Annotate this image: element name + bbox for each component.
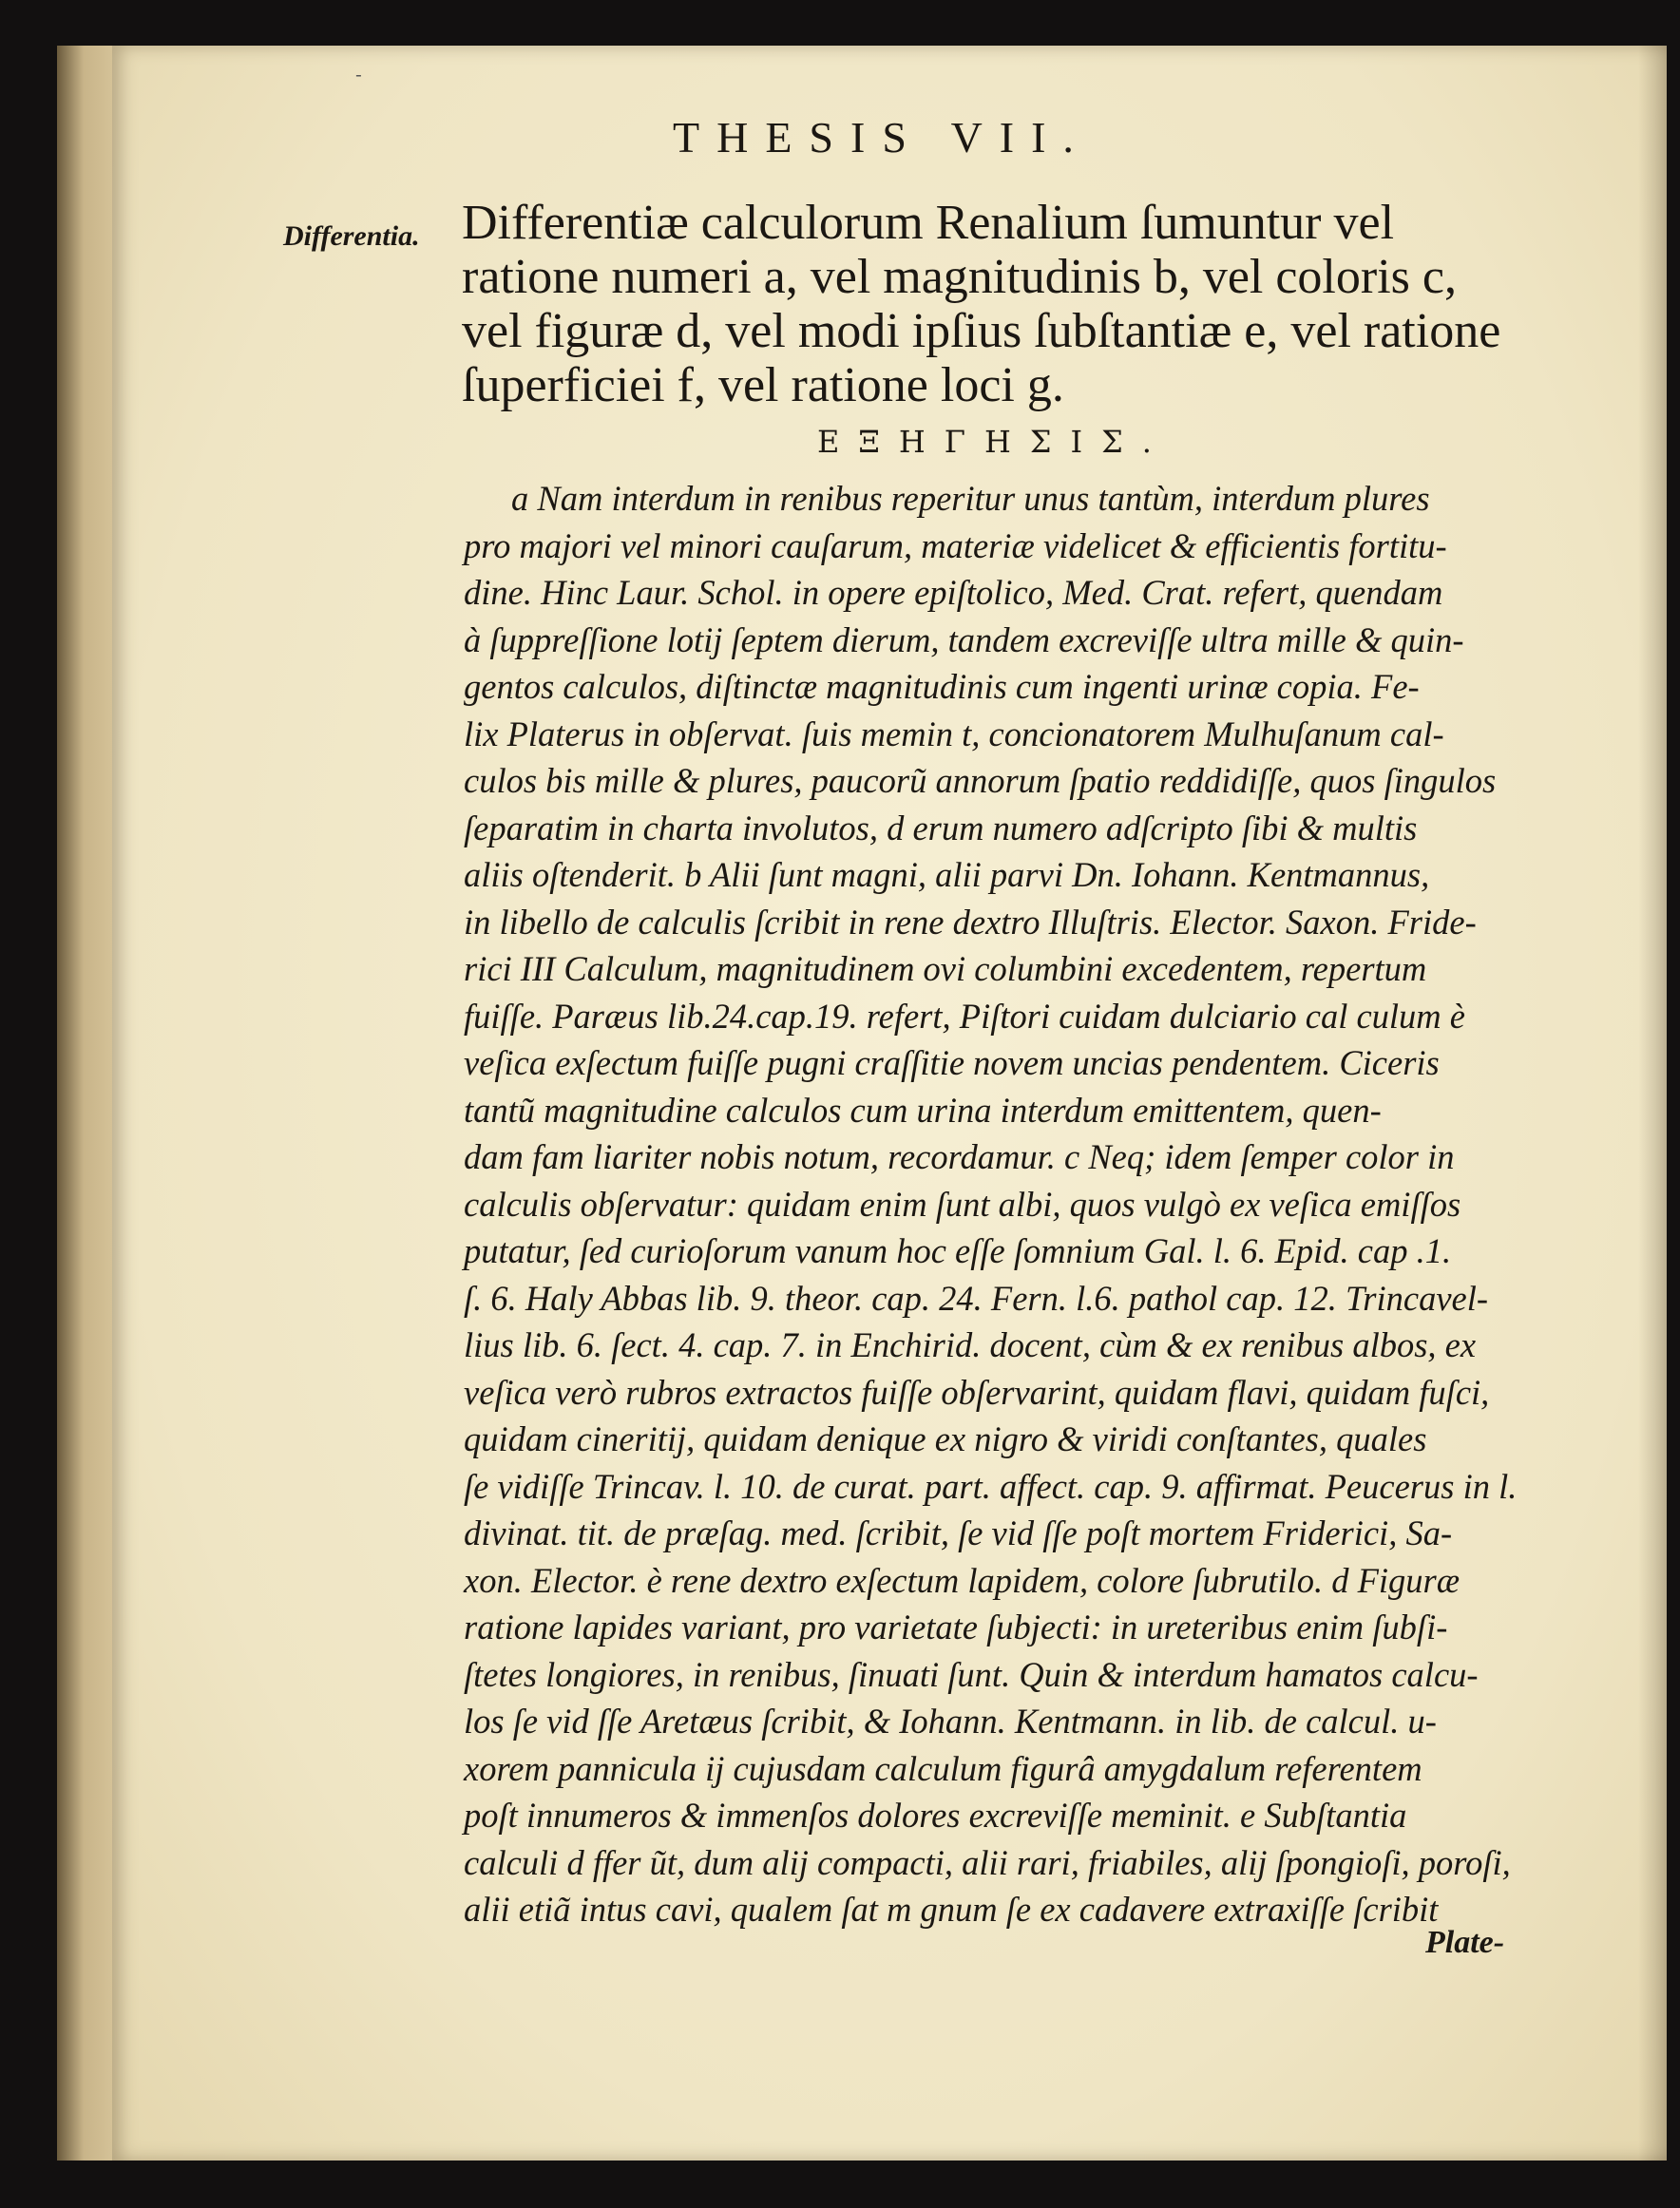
commentary-line: dine. Hinc Laur. Schol. in opere epiſtolico, Med. Crat. refert, quendam — [464, 573, 1443, 612]
commentary-line: veſica verò rubros extractos fuiſſe obſervarint, quidam flavi, quidam fuſci, — [464, 1372, 1490, 1412]
page-shadow — [1638, 46, 1667, 2160]
commentary-line: ſe vidiſſe Trincav. l. 10. de curat. part. affect. cap. 9. affirmat. Peucerus in l. — [464, 1466, 1518, 1506]
commentary-line: ſtetes longiores, in renibus, ſinuati ſunt. Quin & interdum hamatos calcu- — [464, 1654, 1479, 1694]
page-mark: - — [355, 63, 362, 86]
commentary-line: aliis oſtenderit. b Alii ſunt magni, alii parvi Dn. Iohann. Kentmannus, — [464, 855, 1430, 894]
commentary-line: quidam cineritij, quidam denique ex nigro & viridi conſtantes, quales — [464, 1419, 1427, 1458]
catchword: Plate- — [1425, 1925, 1505, 1960]
commentary-line: pro majori vel minori cauſarum, materiæ videlicet & efficientis fortitu- — [464, 525, 1447, 565]
thesis-paragraph — [462, 196, 1545, 412]
commentary-line: in libello de calculis ſcribit in rene dextro Illuſtris. Elector. Saxon. Fride- — [464, 902, 1477, 942]
commentary-line: xon. Elector. è rene dextro exſectum lapidem, colore ſubrutilo. d Figuræ — [464, 1560, 1460, 1600]
commentary-line: ſeparatim in charta involutos, d erum numero adſcripto ſibi & multis — [464, 808, 1418, 847]
commentary-line: culos bis mille & plures, paucorũ annorum ſpatio reddidiſſe, quos ſingulos — [464, 761, 1497, 800]
commentary-line: xorem pannicula ij cujusdam calculum figurâ amygdalum referentem — [464, 1748, 1422, 1788]
commentary-line: putatur, ſed curioſorum vanum hoc eſſe ſomnium Gal. l. 6. Epid. cap .1. — [464, 1231, 1452, 1270]
commentary-paragraph — [464, 475, 1537, 1933]
commentary-line: à ſuppreſſione lotij ſeptem dierum, tandem excreviſſe ultra mille & quin- — [464, 619, 1464, 659]
commentary-line: rici III Calculum, magnitudinem ovi columbini excedentem, repertum — [464, 949, 1427, 988]
commentary-line: lix Platerus in obſervat. ſuis memin t, concionatorem Mulhuſanum cal- — [464, 714, 1444, 753]
commentary-line: divinat. tit. de præſag. med. ſcribit, ſe vid ſſe poſt mortem Friderici, Sa- — [464, 1513, 1453, 1552]
thesis-heading: THESIS VII. — [673, 113, 1091, 162]
commentary-line: los ſe vid ſſe Aretæus ſcribit, & Iohann. Kentmann. in lib. de calcul. u- — [464, 1702, 1437, 1741]
commentary-line: fuiſſe. Paræus lib.24.cap.19. refert, Piſtori cuidam dulciario cal culum è — [464, 996, 1465, 1036]
commentary-line: veſica exſectum fuiſſe pugni craſſitie novem uncias pendentem. Ciceris — [464, 1043, 1440, 1082]
thesis-line: ratione numeri a, vel magnitudinis b, vel coloris c, — [462, 250, 1457, 304]
commentary-line: calculis obſervatur: quidam enim ſunt albi, quos vulgò ex veſica emiſſos — [464, 1184, 1461, 1224]
thesis-line: ſuperficiei f, vel ratione loci g. — [462, 358, 1064, 412]
commentary-line: alii etiã intus cavi, qualem ſat m gnum ſe ex cadavere extraxiſſe ſcribit — [464, 1890, 1439, 1929]
commentary-line: calculi d ffer ũt, dum alij compacti, alii rari, friabiles, alij ſpongioſi, poroſi, — [464, 1842, 1511, 1882]
commentary-line: dam fam liariter nobis notum, recordamur. c Neq; idem ſemper color in — [464, 1137, 1455, 1176]
thesis-line: Differentiæ calculorum Renalium ſumuntur vel — [462, 196, 1395, 250]
commentary-line: tantũ magnitudine calculos cum urina interdum emittentem, quen- — [464, 1090, 1382, 1130]
commentary-line: gentos calculos, diſtinctæ magnitudinis cum ingenti urinæ copia. Fe- — [464, 667, 1420, 706]
margin-note: Differentia. — [283, 220, 420, 252]
commentary-line: ſ. 6. Haly Abbas lib. 9. theor. cap. 24. Fern. l.6. pathol cap. 12. Trincavel- — [464, 1278, 1489, 1318]
thesis-line: vel figuræ d, vel modi ipſius ſubſtantiæ e, vel ratione — [462, 304, 1501, 358]
commentary-line: poſt innumeros & immenſos dolores excreviſſe meminit. e Subſtantia — [464, 1796, 1407, 1835]
commentary-line: lius lib. 6. ſect. 4. cap. 7. in Enchirid. docent, cùm & ex renibus albos, ex — [464, 1325, 1477, 1364]
greek-heading: ΕΞΗΓΗΣΙΣ. — [817, 424, 1171, 460]
commentary-line: a Nam interdum in renibus reperitur unus tantùm, interdum plures — [511, 479, 1430, 518]
commentary-line: ratione lapides variant, pro varietate ſubjecti: in ureteribus enim ſubſi- — [464, 1608, 1448, 1646]
